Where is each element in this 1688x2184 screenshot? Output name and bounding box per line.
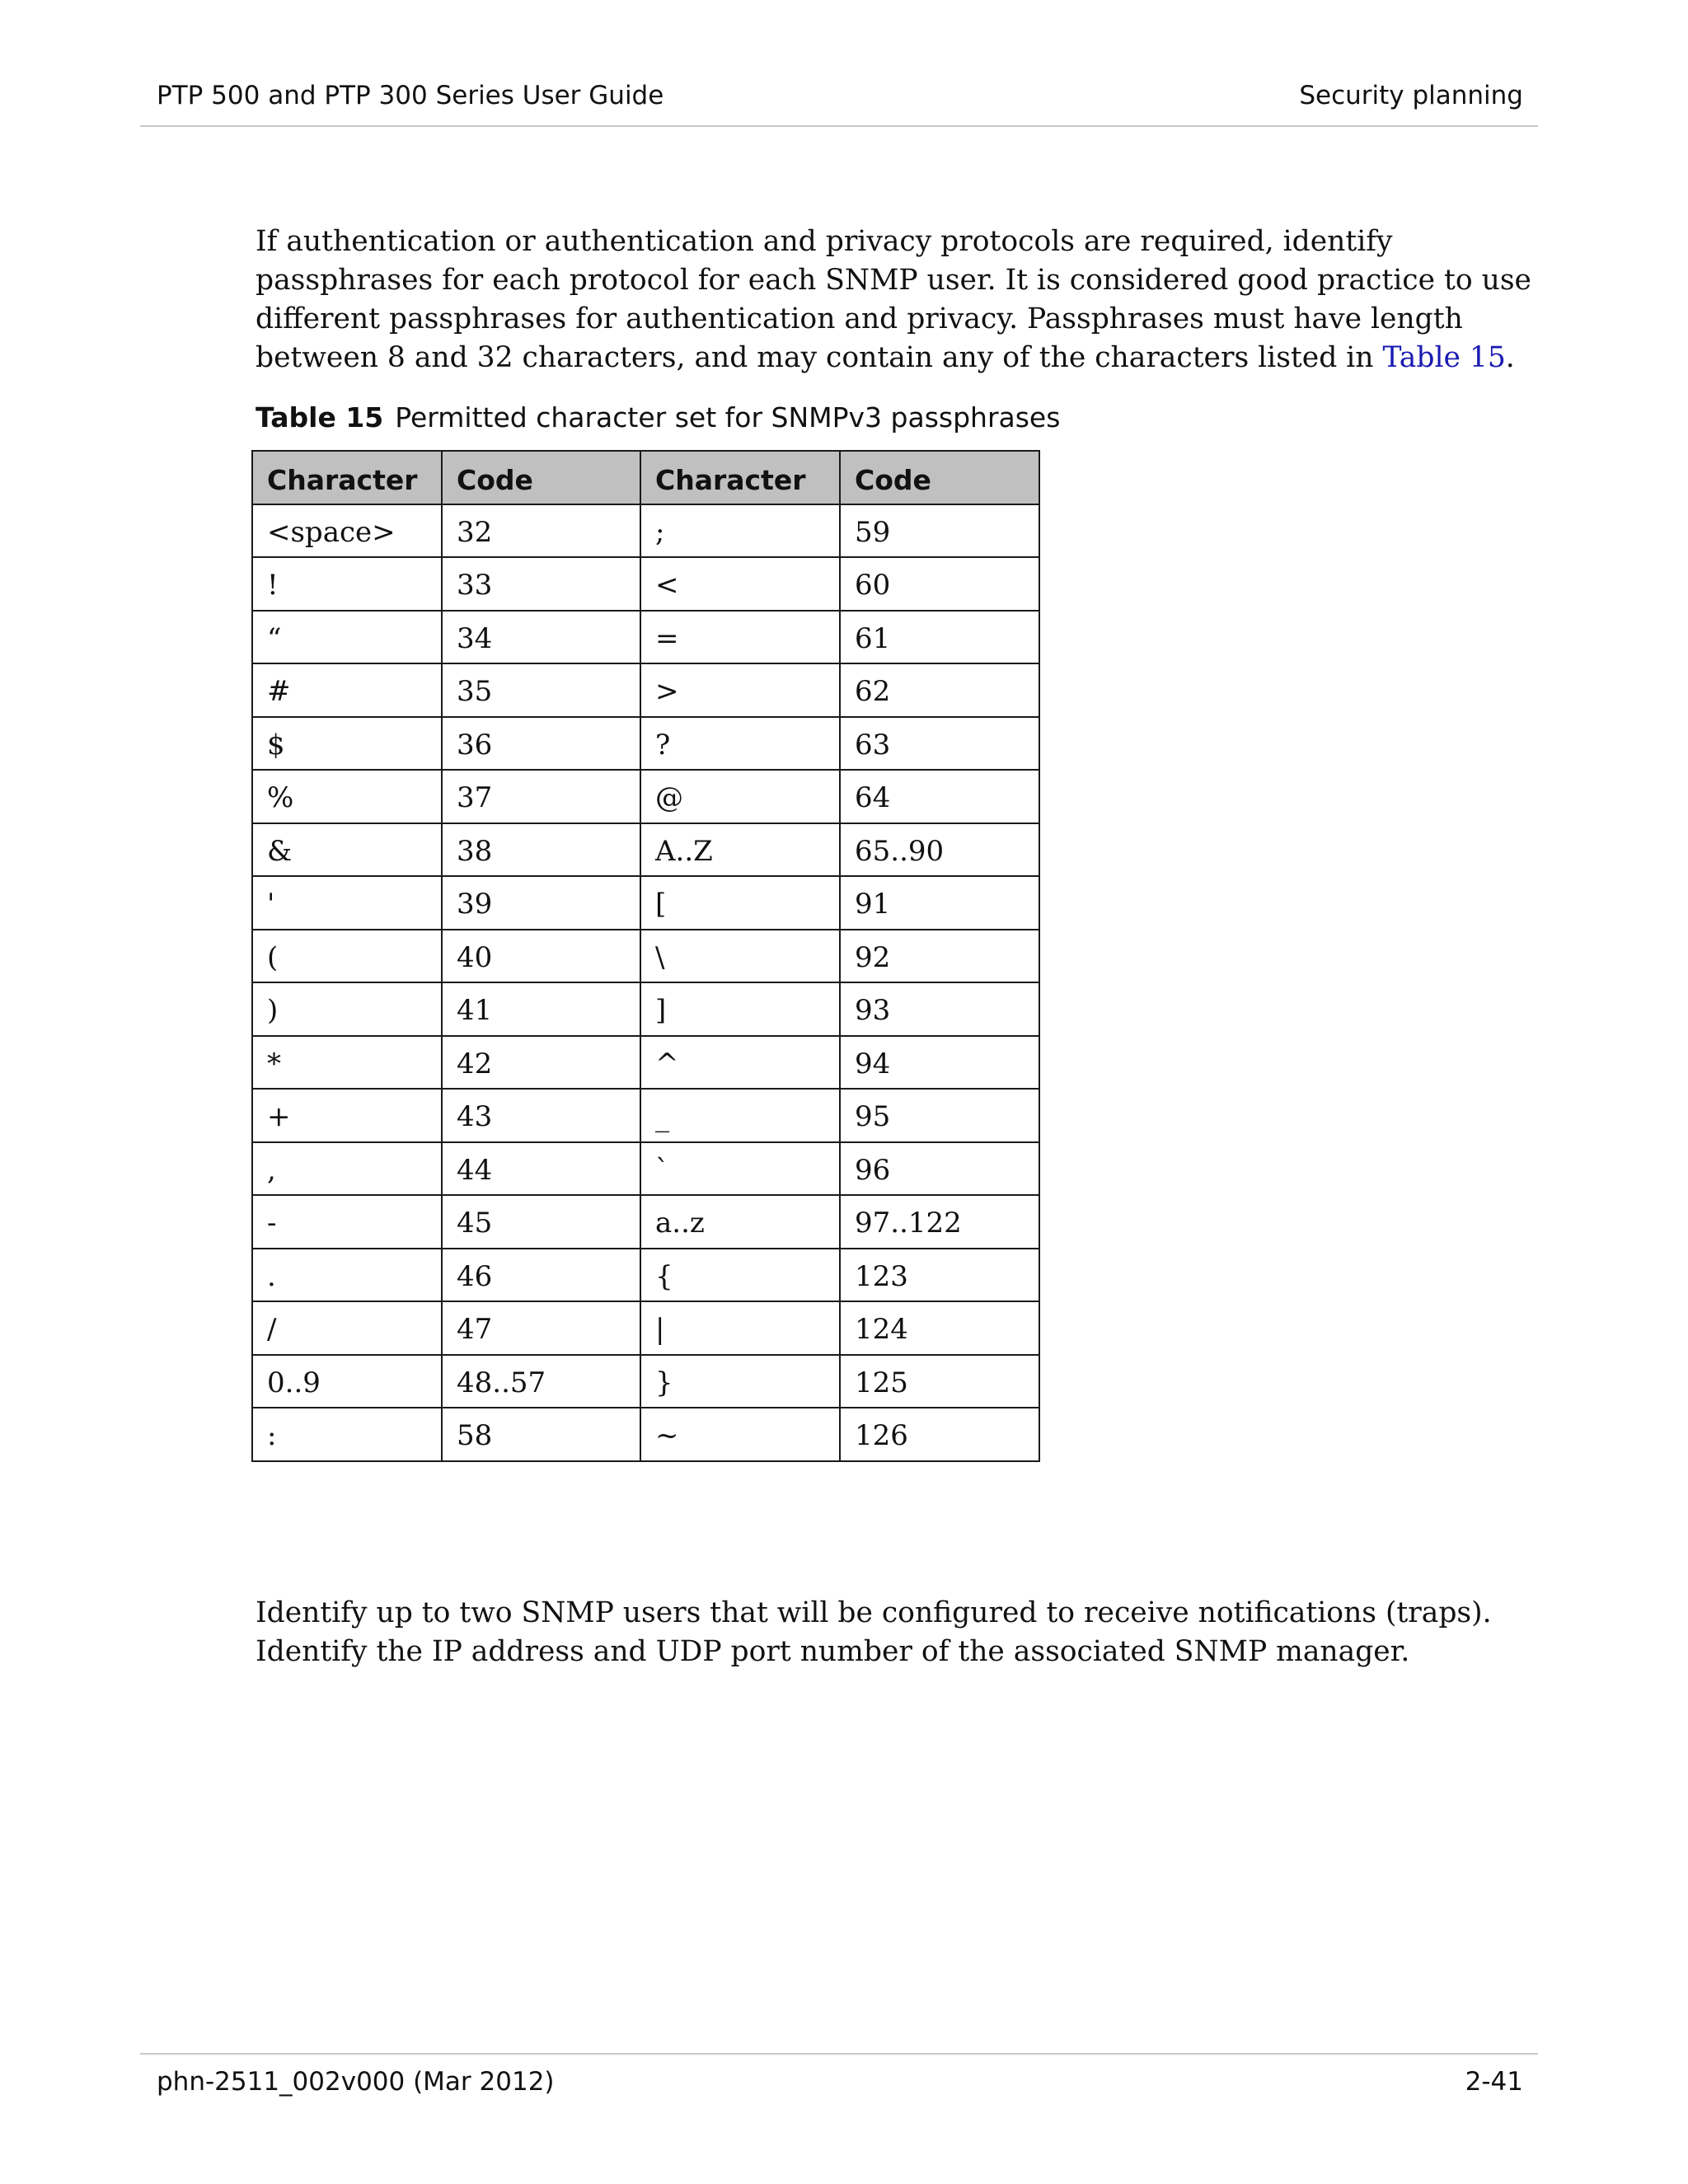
code-cell: 64 <box>840 770 1039 823</box>
column-header: Code <box>442 451 640 504</box>
code-cell: 41 <box>442 982 640 1036</box>
table-row <box>252 930 1039 983</box>
code-cell: 44 <box>442 1142 640 1196</box>
character-cell: ( <box>252 930 442 983</box>
character-cell: % <box>252 770 442 823</box>
table-row <box>252 663 1039 717</box>
code-cell: 63 <box>840 717 1039 771</box>
column-header: Character <box>640 451 840 504</box>
table-row <box>252 557 1039 611</box>
character-cell: = <box>640 611 840 664</box>
page-number: 2-41 <box>1465 2067 1523 2097</box>
code-cell: 42 <box>442 1036 640 1090</box>
code-cell: 36 <box>442 717 640 771</box>
table-row <box>252 1301 1039 1355</box>
table-row <box>252 1142 1039 1196</box>
character-cell: A..Z <box>640 823 840 877</box>
character-cell: ; <box>640 504 840 558</box>
character-cell: [ <box>640 876 840 930</box>
table-row <box>252 504 1039 558</box>
table-row <box>252 876 1039 930</box>
character-cell: : <box>252 1408 442 1461</box>
table-row <box>252 823 1039 877</box>
character-cell: 0..9 <box>252 1355 442 1408</box>
character-cell: { <box>640 1249 840 1302</box>
code-cell: 58 <box>442 1408 640 1461</box>
code-cell: 37 <box>442 770 640 823</box>
table-row <box>252 1195 1039 1249</box>
document-title: PTP 500 and PTP 300 Series User Guide <box>157 81 664 110</box>
code-cell: 94 <box>840 1036 1039 1090</box>
table-row <box>252 1036 1039 1090</box>
code-cell: 95 <box>840 1089 1039 1142</box>
character-cell: + <box>252 1089 442 1142</box>
character-cell: # <box>252 663 442 717</box>
character-cell: | <box>640 1301 840 1355</box>
table-row <box>252 717 1039 771</box>
code-cell: 39 <box>442 876 640 930</box>
code-cell: 38 <box>442 823 640 877</box>
character-cell: / <box>252 1301 442 1355</box>
character-cell: ' <box>252 876 442 930</box>
traps-paragraph <box>256 1594 1550 1671</box>
column-header: Character <box>252 451 442 504</box>
character-cell: } <box>640 1355 840 1408</box>
character-cell: ^ <box>640 1036 840 1090</box>
character-cell: \ <box>640 930 840 983</box>
character-cell: $ <box>252 717 442 771</box>
code-cell: 126 <box>840 1408 1039 1461</box>
table-header-row <box>252 451 1039 504</box>
code-cell: 125 <box>840 1355 1039 1408</box>
character-cell: > <box>640 663 840 717</box>
table-row <box>252 611 1039 664</box>
page-footer <box>157 2064 1523 2100</box>
code-cell: 91 <box>840 876 1039 930</box>
code-cell: 96 <box>840 1142 1039 1196</box>
table-caption-label: Table 15 <box>256 401 384 434</box>
code-cell: 92 <box>840 930 1039 983</box>
code-cell: 34 <box>442 611 640 664</box>
table-row <box>252 1249 1039 1302</box>
intro-text: If authentication or authentication and privacy protocols are required, identify passphrases for each protocol for each SNMP user. It is considered good practice to use different passphrases for authentication and privacy. Passphrases must have length between 8 and 32 characters, and may contain any of the characters listed in <box>256 225 1531 374</box>
section-title: Security planning <box>1299 81 1523 110</box>
code-cell: 59 <box>840 504 1039 558</box>
character-cell: . <box>252 1249 442 1302</box>
code-cell: 123 <box>840 1249 1039 1302</box>
character-cell: - <box>252 1195 442 1249</box>
character-cell: _ <box>640 1089 840 1142</box>
character-cell: @ <box>640 770 840 823</box>
code-cell: 124 <box>840 1301 1039 1355</box>
footer-divider <box>140 2053 1538 2055</box>
code-cell: 93 <box>840 982 1039 1036</box>
column-header: Code <box>840 451 1039 504</box>
intro-text-end: . <box>1505 341 1515 374</box>
code-cell: 65..90 <box>840 823 1039 877</box>
code-cell: 62 <box>840 663 1039 717</box>
code-cell: 61 <box>840 611 1039 664</box>
header-divider <box>140 125 1538 127</box>
table-row <box>252 1355 1039 1408</box>
character-cell: ~ <box>640 1408 840 1461</box>
character-set-table <box>251 450 1040 1462</box>
code-cell: 47 <box>442 1301 640 1355</box>
table-row <box>252 982 1039 1036</box>
character-cell: , <box>252 1142 442 1196</box>
table-caption <box>256 400 1060 436</box>
character-cell: & <box>252 823 442 877</box>
code-cell: 32 <box>442 504 640 558</box>
document-id: phn-2511_002v000 (Mar 2012) <box>157 2067 555 2097</box>
traps-line-2: Identify the IP address and UDP port number of the associated SNMP manager. <box>256 1635 1410 1668</box>
intro-paragraph <box>256 223 1550 377</box>
code-cell: 43 <box>442 1089 640 1142</box>
character-cell: ) <box>252 982 442 1036</box>
character-cell: < <box>640 557 840 611</box>
code-cell: 97..122 <box>840 1195 1039 1249</box>
character-cell: * <box>252 1036 442 1090</box>
table-row <box>252 1089 1039 1142</box>
character-cell: <space> <box>252 504 442 558</box>
code-cell: 48..57 <box>442 1355 640 1408</box>
code-cell: 35 <box>442 663 640 717</box>
code-cell: 60 <box>840 557 1039 611</box>
traps-line-1: Identify up to two SNMP users that will be configured to receive notifications (traps). <box>256 1596 1492 1629</box>
code-cell: 33 <box>442 557 640 611</box>
table-caption-title: Permitted character set for SNMPv3 passphrases <box>395 401 1061 434</box>
code-cell: 40 <box>442 930 640 983</box>
character-cell: ` <box>640 1142 840 1196</box>
code-cell: 46 <box>442 1249 640 1302</box>
page-header <box>157 79 1523 112</box>
character-cell: ? <box>640 717 840 771</box>
code-cell: 45 <box>442 1195 640 1249</box>
character-cell: a..z <box>640 1195 840 1249</box>
character-cell: ] <box>640 982 840 1036</box>
table-row <box>252 770 1039 823</box>
character-cell: ! <box>252 557 442 611</box>
table-row <box>252 1408 1039 1461</box>
table-body <box>252 504 1039 1461</box>
character-cell: “ <box>252 611 442 664</box>
table-reference-link[interactable]: Table 15 <box>1382 341 1506 374</box>
